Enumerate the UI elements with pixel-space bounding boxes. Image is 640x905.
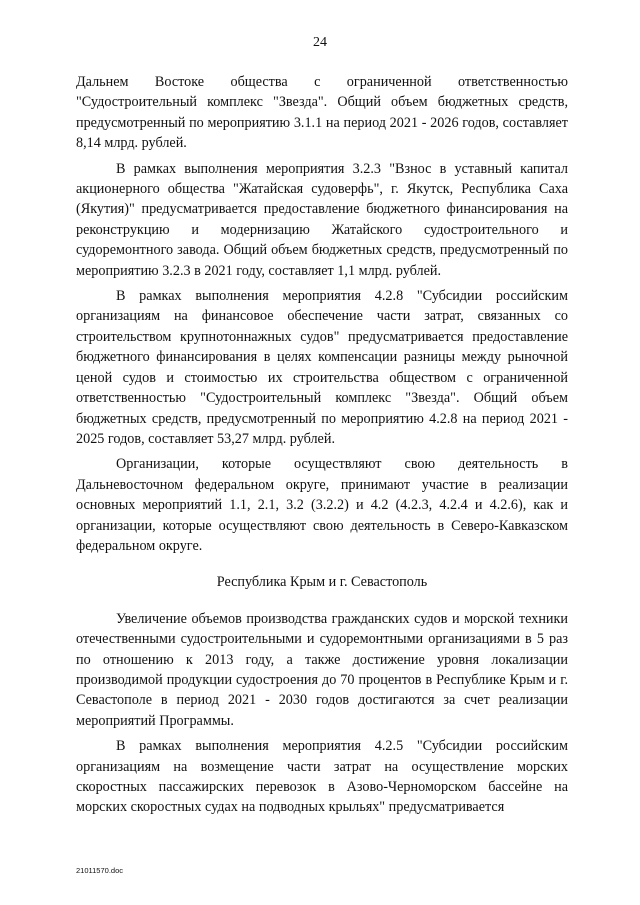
document-filename-footer: 21011570.doc xyxy=(76,866,123,875)
paragraph-5: Увеличение объемов производства гражданских судов и морской техники отечественными судостроительными и судоремонтными организациями в 5 раз по отношению к 2013 году, а также достижение уровня локализации производимой продукции судостроения до 70 процентов в Республике Крым и г. Севастополе в период 2021 - 2030 годов достигаются за счет реализации мероприятий Программы. xyxy=(76,610,568,729)
body-text xyxy=(76,72,568,823)
paragraph-6: В рамках выполнения мероприятия 4.2.5 "Субсидии российским организациям на возмещение части затрат на осуществление морских скоростных пассажирских перевозок в Азово-Черноморском бассейне на морских скоростных судах на подводных крыльях" предусматривается xyxy=(76,738,568,816)
paragraph-4: Организации, которые осуществляют свою деятельность в Дальневосточном федеральном округе, принимают участие в реализации основных мероприятий 1.1, 2.1, 3.2 (3.2.2) и 4.2 (4.2.3, 4.2.4 и 4.2.6), как и организации, которые осуществляют свою деятельность в Северо-Кавказском федеральном округе. xyxy=(76,456,568,554)
page-number: 24 xyxy=(313,35,327,50)
paragraph-3: В рамках выполнения мероприятия 4.2.8 "Субсидии российским организациям на финансовое обеспечение части затрат, связанных со строительством крупнотоннажных судов" предусматривается предоставление бюджетного финансирования в целях компенсации разницы между рыночной ценой судов и стоимостью их строительства обществом с ограниченной ответственностью "Судостроительный комплекс "Звезда". Общий объем бюджетных средств, предусмотренный по мероприятию 4.2.8 на период 2021 - 2025 годов, составляет 53,27 млрд. рублей. xyxy=(76,288,568,447)
paragraph-1: Дальнем Востоке общества с ограниченной ответственностью "Судостроительный комплекс "Звезда". Общий объем бюджетных средств, предусмотренный по мероприятию 3.1.1 на период 2021 - 2026 годов, составляет 8,14 млрд. рублей. xyxy=(76,74,568,152)
section-heading: Республика Крым и г. Севастополь xyxy=(216,574,428,591)
paragraph-2: В рамках выполнения мероприятия 3.2.3 "Взнос в уставный капитал акционерного общества "Жатайская судоверфь", г. Якутск, Республика Саха (Якутия)" предусматривается предоставление бюджетного финансирования на реконструкцию и модернизацию Жатайского судостроительного и судоремонтного завода. Общий объем бюджетных средств, предусмотренный по мероприятию 3.2.3 в 2021 году, составляет 1,1 млрд. рублей. xyxy=(76,160,568,279)
